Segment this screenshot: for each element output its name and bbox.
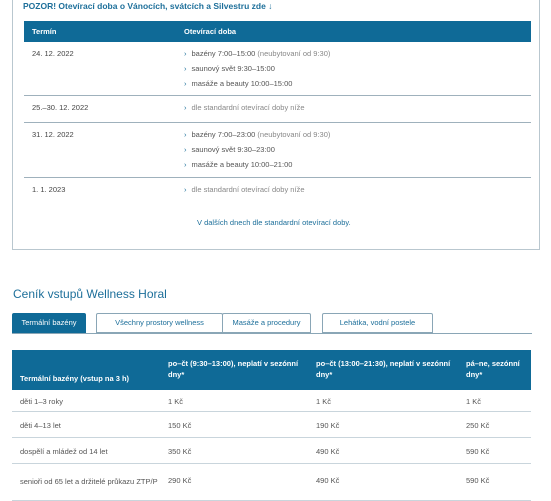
table-row bbox=[12, 390, 531, 412]
price-cell: 490 Kč bbox=[316, 447, 340, 456]
hours-list bbox=[184, 103, 305, 118]
tab-massages[interactable]: Masáže a procedury bbox=[222, 313, 311, 333]
hours-list bbox=[184, 185, 305, 200]
price-cell: 490 Kč bbox=[316, 476, 340, 485]
header-date: Termín bbox=[32, 27, 57, 36]
holiday-notice-title[interactable]: POZOR! Otevírací doba o Vánocích, svátcích a Silvestru zde ↓ bbox=[23, 1, 273, 11]
price-cell: 350 Kč bbox=[168, 447, 192, 456]
table-row bbox=[24, 96, 531, 123]
price-cell: 1 Kč bbox=[316, 397, 332, 406]
row-label: dospělí a mládež od 14 let bbox=[20, 447, 108, 456]
table-row bbox=[12, 412, 531, 438]
table-row bbox=[24, 123, 531, 178]
price-table bbox=[12, 350, 531, 501]
list-item: › dle standardní otevírací doby níže bbox=[184, 103, 305, 118]
row-date: 31. 12. 2022 bbox=[32, 130, 74, 139]
table-row bbox=[12, 464, 531, 501]
list-item: › bazény 7:00–23:00 (neubytovaní od 9:30) bbox=[184, 130, 330, 145]
list-item: › masáže a beauty 10:00–15:00 bbox=[184, 79, 330, 94]
pricing-heading: Ceník vstupů Wellness Horal bbox=[13, 287, 167, 301]
tab-all-wellness[interactable]: Všechny prostory wellness bbox=[96, 313, 223, 333]
hours-list bbox=[184, 130, 330, 175]
row-label: děti 1–3 roky bbox=[20, 397, 63, 406]
tab-divider bbox=[12, 333, 532, 334]
row-date: 24. 12. 2022 bbox=[32, 49, 74, 58]
row-date: 25.–30. 12. 2022 bbox=[32, 103, 89, 112]
tab-loungers[interactable]: Lehátka, vodní postele bbox=[322, 313, 433, 333]
header-category: Termální bazény (vstup na 3 h) bbox=[20, 374, 130, 383]
holiday-hours-table bbox=[24, 21, 531, 204]
price-cell: 590 Kč bbox=[466, 476, 490, 485]
table-row bbox=[24, 42, 531, 96]
price-cell: 190 Kč bbox=[316, 421, 340, 430]
price-cell: 1 Kč bbox=[466, 397, 482, 406]
list-item: › saunový svět 9:30–23:00 bbox=[184, 145, 330, 160]
price-cell: 150 Kč bbox=[168, 421, 192, 430]
table-row bbox=[12, 438, 531, 464]
row-date: 1. 1. 2023 bbox=[32, 185, 66, 194]
standard-hours-note: V dalších dnech dle standardní otevírací doby. bbox=[197, 218, 351, 227]
holiday-hours-box bbox=[12, 0, 540, 250]
price-table-header bbox=[12, 350, 531, 390]
header-weekday-morning: po–čt (9:30–13:00), neplatí v sezónní dny* bbox=[168, 359, 299, 379]
header-weekend: pá–ne, sezónní dny* bbox=[466, 359, 520, 379]
price-cell: 250 Kč bbox=[466, 421, 490, 430]
list-item: › bazény 7:00–15:00 (neubytovaní od 9:30) bbox=[184, 49, 330, 64]
list-item: › dle standardní otevírací doby níže bbox=[184, 185, 305, 200]
header-hours: Otevírací doba bbox=[184, 27, 237, 36]
price-cell: 290 Kč bbox=[168, 476, 192, 485]
tab-thermal-pools[interactable]: Termální bazény bbox=[12, 313, 86, 333]
table-row bbox=[24, 178, 531, 204]
row-label: děti 4–13 let bbox=[20, 421, 61, 430]
header-weekday-afternoon: po–čt (13:00–21:30), neplatí v sezónní dny* bbox=[316, 359, 451, 379]
list-item: › masáže a beauty 10:00–21:00 bbox=[184, 160, 330, 175]
price-cell: 590 Kč bbox=[466, 447, 490, 456]
list-item: › saunový svět 9:30–15:00 bbox=[184, 64, 330, 79]
row-label: senioři od 65 let a držitelé průkazu ZTP/P bbox=[20, 477, 158, 486]
hours-table-header bbox=[24, 21, 531, 42]
hours-list bbox=[184, 49, 330, 94]
price-cell: 1 Kč bbox=[168, 397, 184, 406]
